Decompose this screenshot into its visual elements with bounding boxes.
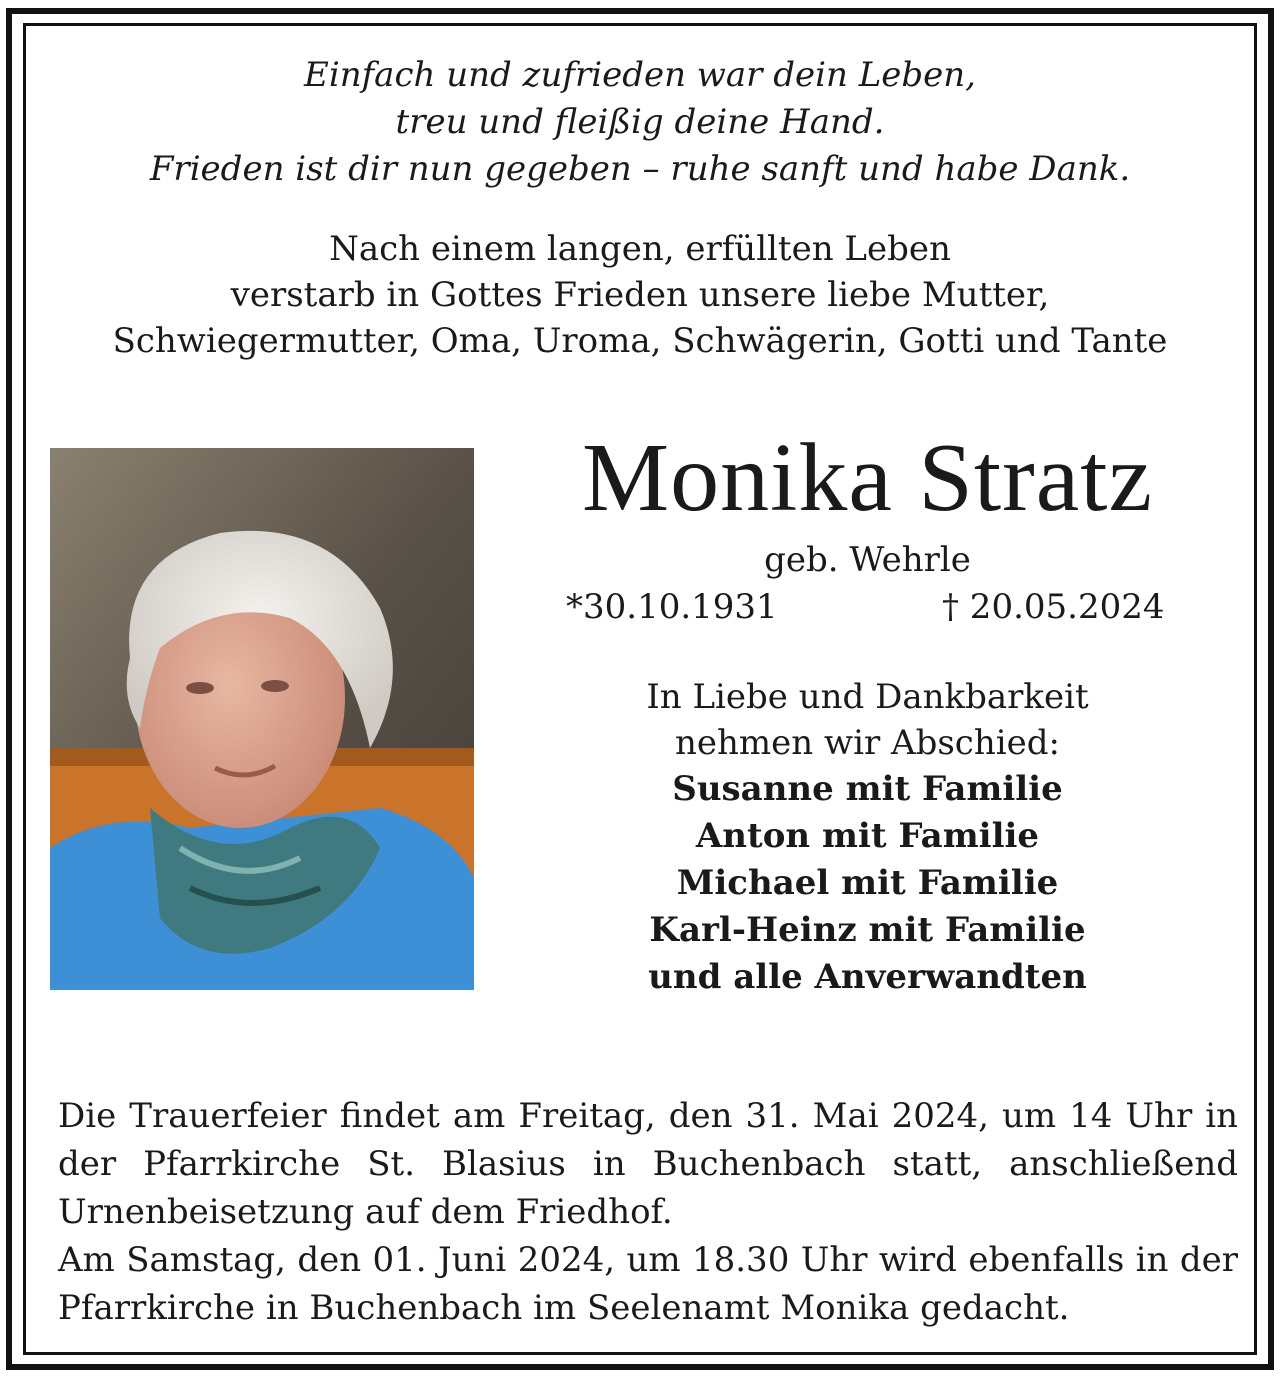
left-eye [186,682,214,694]
intro-line: Nach einem langen, erfüllten Leben [329,229,951,269]
birth-date: *30.10.1931 [566,587,778,627]
maiden-name: geb. Wehrle [764,540,971,580]
mourner: und alle Anverwandten [648,957,1087,997]
farewell-line: In Liebe und Dankbarkeit [646,677,1089,717]
intro-line: verstarb in Gottes Frieden unsere liebe Mutter, [230,275,1050,315]
mourner: Anton mit Familie [695,816,1040,856]
mourner: Michael mit Familie [676,863,1059,903]
poem [0,52,1280,193]
portrait-illustration [50,448,474,990]
farewell-line: nehmen wir Abschied: [675,723,1060,763]
death-date: † 20.05.2024 [942,587,1165,627]
poem-line: Einfach und zufrieden war dein Leben, [304,55,976,95]
funeral-service-text: Die Trauerfeier findet am Freitag, den 31. Mai 2024, um 14 Uhr in der Pfarrkirche St. Blasius in Buchenbach statt, anschließend Urnenbeisetzung auf dem Friedhof. [58,1096,1238,1232]
poem-line: Frieden ist dir nun gegeben – ruhe sanft und habe Dank. [149,149,1131,189]
portrait-photo [50,448,474,990]
requiem-mass-text: Am Samstag, den 01. Juni 2024, um 18.30 Uhr wird ebenfalls in der Pfarrkirche in Buchenbach im Seelenamt Monika gedacht. [58,1240,1238,1328]
service-info [58,1092,1238,1332]
mourners-list [500,766,1235,1001]
right-eye [261,680,289,692]
farewell-text [500,674,1235,766]
poem-line: treu und fleißig deine Hand. [395,102,885,142]
intro-line: Schwiegermutter, Oma, Uroma, Schwägerin, Gotti und Tante [112,321,1168,361]
deceased-name: Monika Stratz [582,424,1153,532]
intro-text [0,226,1280,364]
mourner: Karl-Heinz mit Familie [649,910,1086,950]
mourner: Susanne mit Familie [672,769,1063,809]
